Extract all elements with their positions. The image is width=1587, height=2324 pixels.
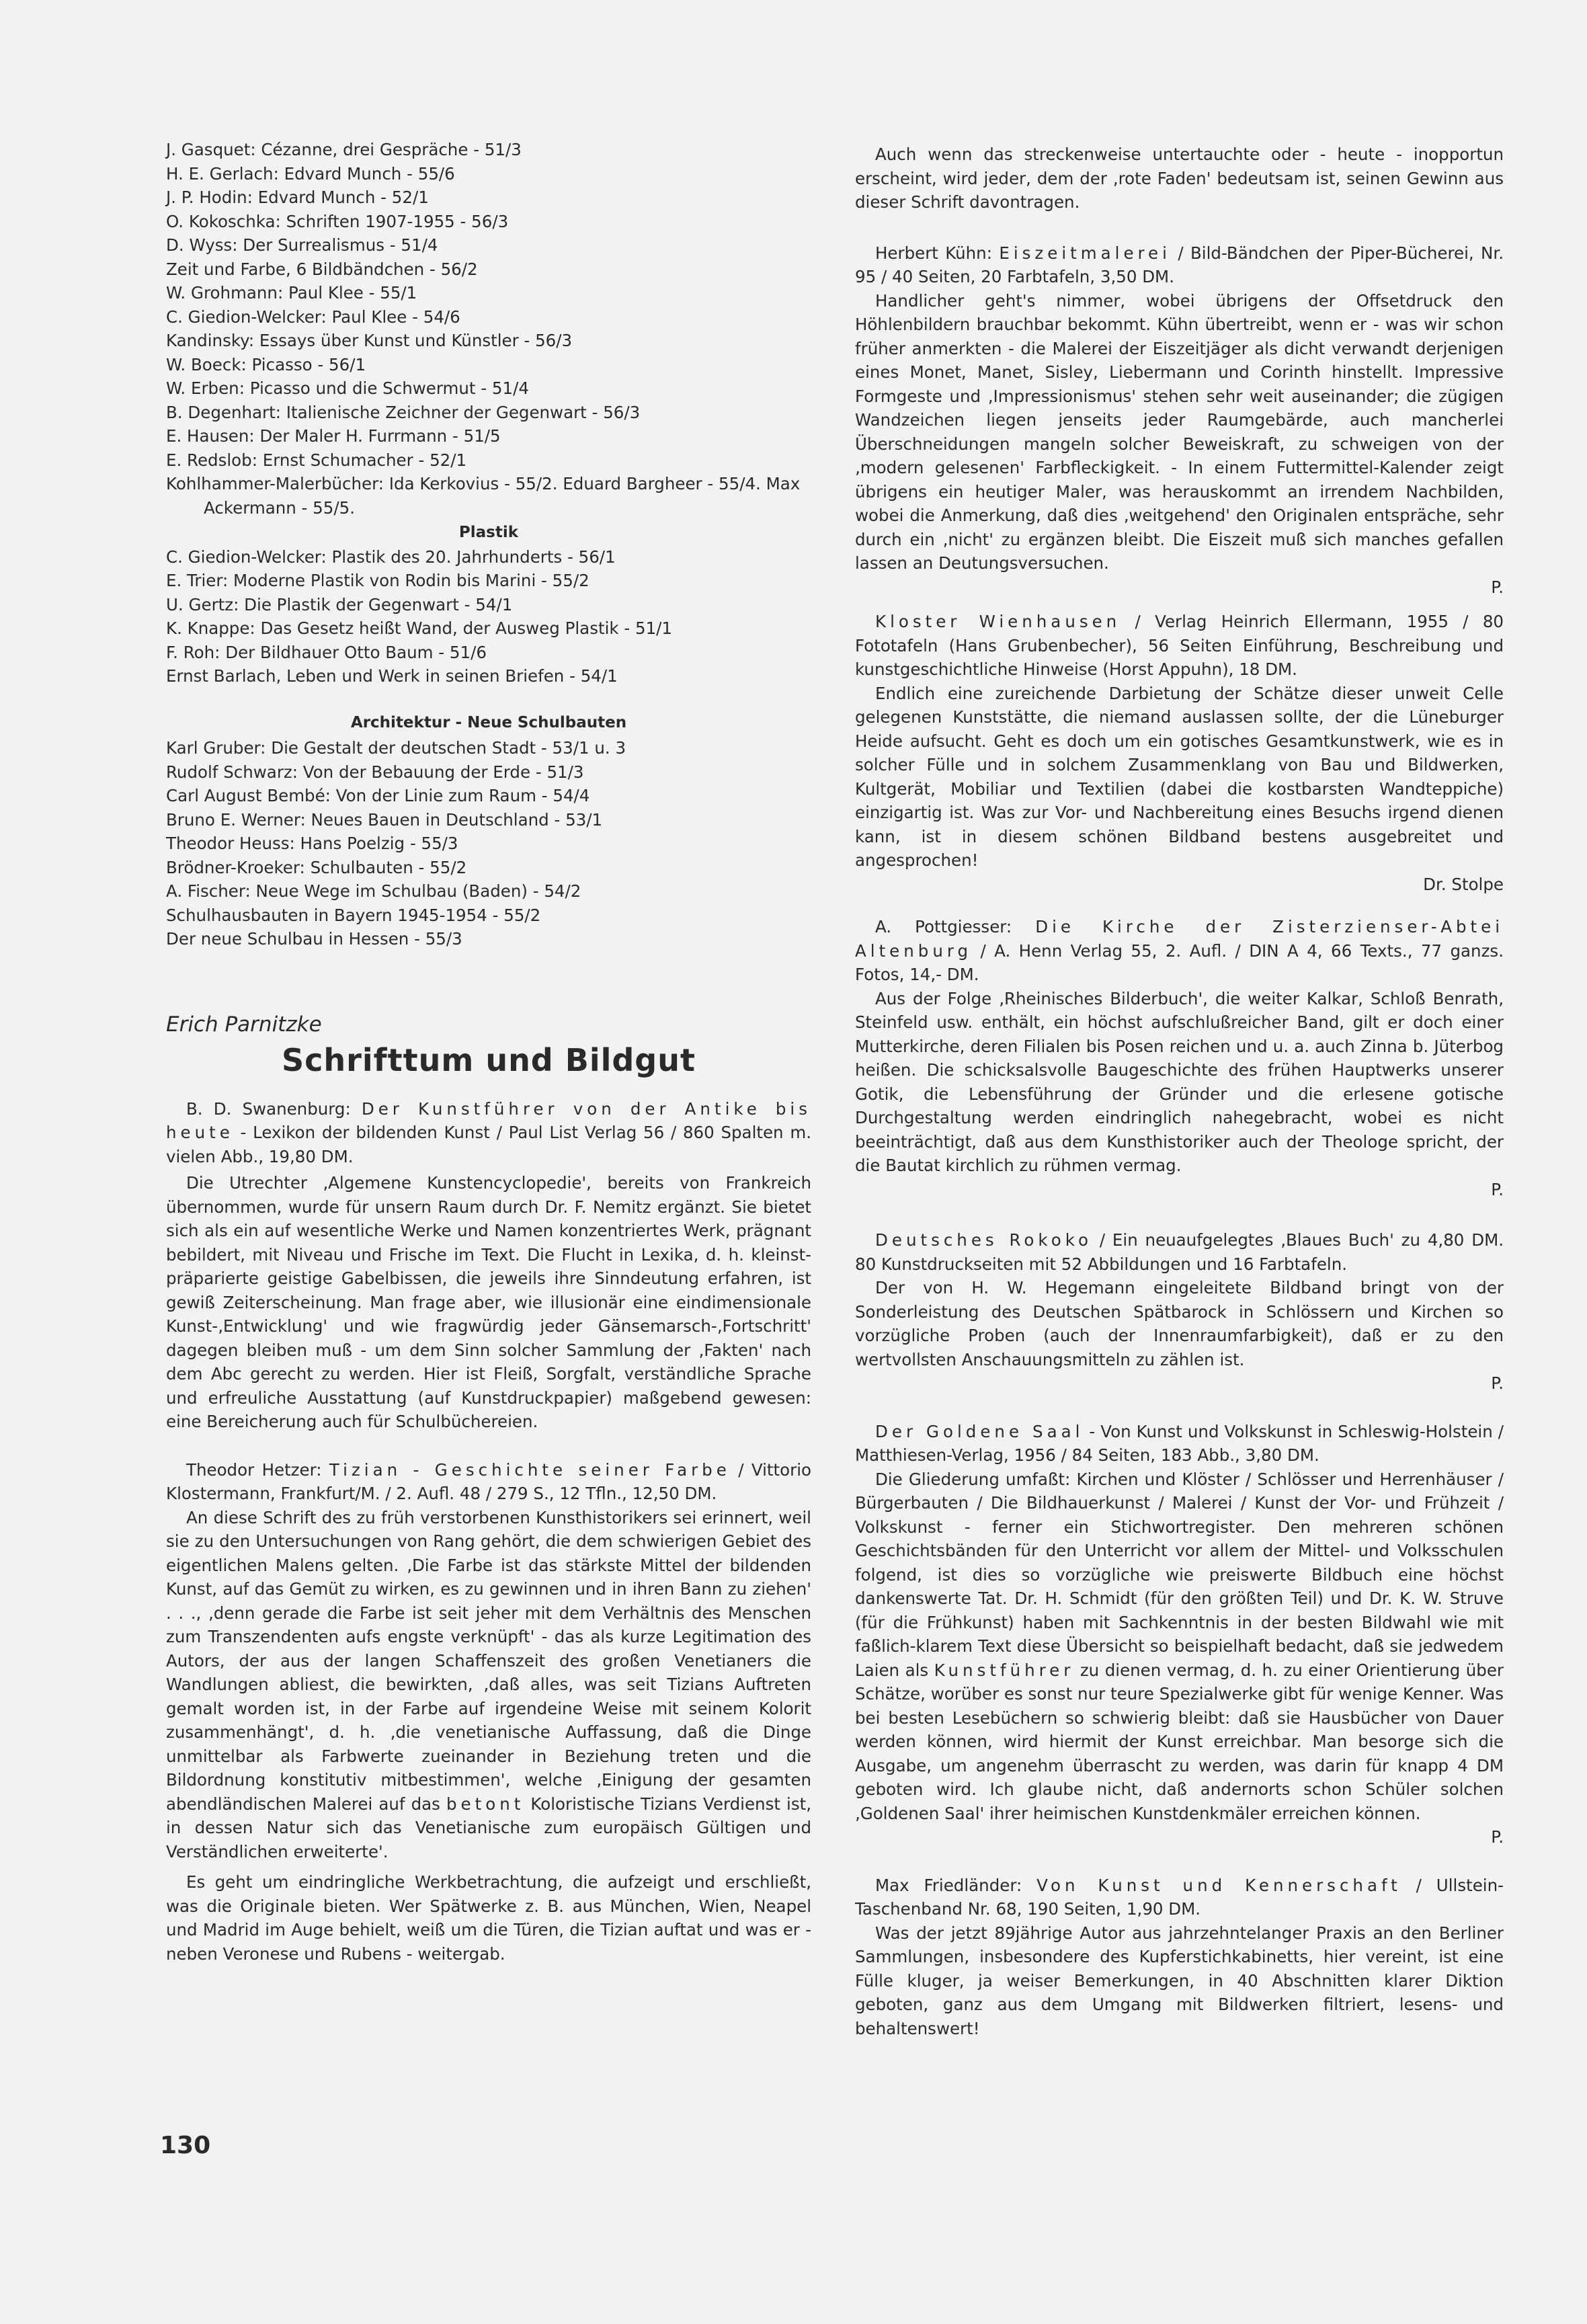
review-details: - Von Kunst und Volkskunst in Schleswig-Holstein / Matthiesen-Verlag, 1956 / 84 Seiten, 183 Abb., 3,80 DM. xyxy=(855,1421,1504,1465)
review-title: Deutsches Rokoko xyxy=(875,1230,1093,1250)
review-body xyxy=(855,682,1504,897)
review-title: Eiszeitmalerei xyxy=(999,243,1171,263)
review-body xyxy=(855,987,1504,1202)
bib-entry: J. Gasquet: Cézanne, drei Gespräche - 51/3 xyxy=(166,140,522,159)
review-author: Max Friedländer: xyxy=(875,1875,1037,1895)
bib-entry: W. Grohmann: Paul Klee - 55/1 xyxy=(166,283,417,303)
bib-entry: Ernst Barlach, Leben und Werk in seinen Briefen - 54/1 xyxy=(166,666,618,686)
right-column xyxy=(855,143,1504,2040)
review-swanenburg xyxy=(166,1097,811,1434)
bib-entry: Zeit und Farbe, 6 Bildbändchen - 56/2 xyxy=(166,259,478,279)
review-heading xyxy=(855,915,1504,987)
bib-entry: C. Giedion-Welcker: Plastik des 20. Jahrhunderts - 56/1 xyxy=(166,547,616,567)
review-text: Der von H. W. Hegemann eingeleitete Bildband bringt von der Sonderleistung des Deutschen Spätbarock in Schlössern und Kirchen so vorzügliche Proben (auch der Innenraumfarbigkeit), daß er zu den wertvollsten Anschauungsmitteln zu zählen ist. xyxy=(855,1278,1504,1369)
bib-entry: Karl Gruber: Die Gestalt der deutschen Stadt - 53/1 u. 3 xyxy=(166,738,626,758)
bib-entry: E. Redslob: Ernst Schumacher - 52/1 xyxy=(166,450,467,470)
review-details: / Verlag Heinrich Ellermann, 1955 / 80 Fototafeln (Hans Grubenbecher), 56 Seiten Einführung, Beschreibung und kunstgeschichtliche Hinweise (Horst Appuhn), 18 DM. xyxy=(855,612,1504,679)
bib-entry: Brödner-Kroeker: Schulbauten - 55/2 xyxy=(166,857,467,877)
bib-entry: A. Fischer: Neue Wege im Schulbau (Baden) - 54/2 xyxy=(166,881,581,901)
review-text: Endlich eine zureichende Darbietung der Schätze dieser unweit Celle gelegenen Kunststätte, die niemand auslassen sollte, der die Lüneburger Heide aufsucht. Geht es doch um ein gotisches Gesamtkunstwerk, wie es in solcher Fülle und in solchem Zusammenklang von Bau und Bildwerken, Kultgerät, Mobiliar und Textilien (dabei die kostbarsten Wandteppiche) einzigartig ist. Was zur Vor- und Nachbereitung eines Besuchs irgend dienen kann, ist in diesem schönen Bildband bestens ausgebreitet und angesprochen! xyxy=(855,683,1504,870)
review-author: Herbert Kühn: xyxy=(875,243,1000,263)
review-author: B. D. Swanenburg: xyxy=(186,1098,362,1119)
review-title: Die Kirche der Zisterzienser-Abtei Altenburg xyxy=(855,917,1504,961)
review-title: Der Kunstführer von der Antike bis heute xyxy=(166,1098,812,1142)
review-details: - Lexikon der bildenden Kunst / Paul List Verlag 56 / 860 Spalten m. vielen Abb., 19,80 DM. xyxy=(166,1123,811,1166)
bibliography-malerei xyxy=(166,138,811,520)
review-text: Die Utrechter ‚Algemene Kunstencyclopedie', bereits von Frankreich übernommen, wurde für unsern Raum durch Dr. F. Nemitz ergänzt. Sie bietet sich als ein auf wesentliche Werke und Namen konzentriertes Werk, prägnant bebildert, mit Niveau und Frische im Text. Die Flucht in Lexika, d. h. kleinst-präparierte geistige Gabelbissen, die jeweils ihre Sinndeutung erfahren, ist gewiß Zeiterscheinung. Man frage aber, wie illusionär eine eindimensionale Kunst-‚Entwicklung' und wie fragwürdig jeder Gänsemarsch-‚Fortschritt' dagegen bleiben muß - um dem Sinn solcher Sammlung der ‚Fakten' nach dem Abc gerecht zu werden. Hier ist Fleiß, Sorgfalt, verständliche Sprache und erfreuliche Ausstattung (auf Kunstdruckpapier) maßgebend gewesen: eine Bereicherung auch für Schulbüchereien. xyxy=(166,1173,811,1431)
bib-entry: Bruno E. Werner: Neues Bauen in Deutschland - 53/1 xyxy=(166,809,603,830)
review-text-part: Koloristische Tizians Verdienst ist, in dessen Natur sich das Venetianische zum europäisch Gültigen und Verständlichen erweiterte'. xyxy=(166,1794,811,1861)
review-emphasis: Kunstführer xyxy=(934,1660,1075,1680)
review-heading xyxy=(855,610,1504,682)
plastik-heading: Plastik xyxy=(458,524,519,541)
review-details: / Bild-Bändchen der Piper-Bücherei, Nr. 95 / 40 Seiten, 20 Farbtafeln, 3,50 DM. xyxy=(855,243,1504,286)
bib-entry: Kohlhammer-Malerbücher: Ida Kerkovius - 55/2. Eduard Bargheer - 55/4. Max Ackermann - 55/5. xyxy=(166,474,801,518)
review-body xyxy=(855,1276,1504,1396)
bib-entry: Kandinsky: Essays über Kunst und Künstler - 56/3 xyxy=(166,331,573,350)
bib-entry: B. Degenhart: Italienische Zeichner der Gegenwart - 56/3 xyxy=(166,402,641,422)
review-heading xyxy=(855,241,1504,289)
bib-entry: F. Roh: Der Bildhauer Otto Baum - 51/6 xyxy=(166,642,487,662)
bib-entry: Rudolf Schwarz: Von der Bebauung der Erde - 51/3 xyxy=(166,762,584,782)
review-rokoko xyxy=(855,1228,1504,1396)
review-signature: P. xyxy=(1491,1373,1504,1393)
review-heading xyxy=(166,1097,811,1169)
review-text-continued: Auch wenn das streckenweise untertauchte oder - heute - inopportun erscheint, wird jeder, dem der ‚rote Faden' bedeutsam ist, seinen Gewinn aus dieser Schrift davontragen. xyxy=(855,145,1504,212)
review-heading xyxy=(166,1458,811,1506)
review-text xyxy=(166,1506,811,1864)
review-heading xyxy=(855,1420,1504,1468)
review-text-part: An diese Schrift des zu früh verstorbenen Kunsthistorikers sei erinnert, weil sie zu den Untersuchungen von Rang gehört, die dem schwierigen Gebiet des eigentlichen Malens gelten. ‚Die Farbe ist das stärkste Mittel der bildenden Kunst, auf das Gemüt zu wirken, es zu gewinnen und in ihren Bann zu ziehen' . . ., ‚denn gerade die Farbe ist seit jeher mit dem Verhältnis des Menschen zum Transzendenten aufs engste verknüpft' - das als kurze Legitimation des Autors, der aus der langen Schaffenszeit des großen Venetianers die Wandlungen abliest, die bewirkten, ‚daß alles, was seit Tizians Auftreten gemalt worden ist, in der Farbe auf irgendeine Weise mit seinem Kolorit zusammenhängt', d. h. ‚die venetianische Auffassung, daß die Dinge unmittelbar als Farbwerte zueinander in Beziehung treten und die Bildordnung konstitutiv mitbestimmen', welche ‚Einigung der gesamten abendländischen Malerei auf das xyxy=(166,1507,811,1814)
article-title: Schrifttum und Bildgut xyxy=(282,1042,696,1078)
bib-entry: K. Knappe: Das Gesetz heißt Wand, der Ausweg Plastik - 51/1 xyxy=(166,618,672,638)
review-hetzer xyxy=(166,1458,811,1966)
bib-entry: Carl August Bembé: Von der Linie zum Raum - 54/4 xyxy=(166,786,590,805)
bib-entry: H. E. Gerlach: Edvard Munch - 55/6 xyxy=(166,163,455,184)
article-author: Erich Parnitzke xyxy=(166,1012,322,1037)
review-text xyxy=(855,1468,1504,1826)
review-heading xyxy=(855,1874,1504,1921)
bibliography-plastik xyxy=(166,545,811,688)
review-signature: Dr. Stolpe xyxy=(1423,874,1504,894)
review-text: Was der jetzt 89jährige Autor aus jahrzehntelanger Praxis an den Berliner Sammlungen, insbesondere des Kupferstichkabinetts, hier vereint, ist eine Fülle kluger, ja weiser Bemerkungen, in 40 Abschnitten klarer Diktion geboten, ganz aus dem Umgang mit Bildwerken filtriert, lesens- und behaltenswert! xyxy=(855,1923,1504,2038)
review-title: Tizian - Geschichte seiner Farbe xyxy=(329,1459,731,1480)
review-goldener-saal xyxy=(855,1420,1504,1849)
review-text: Handlicher geht's nimmer, wobei übrigens der Offsetdruck den Höhlenbildern brauchbar bekommt. Kühn übertreibt, wenn er - was wir schon früher anmerkten - die Malerei der Eiszeitjäger als dicht verwandt derjenigen eines Monet, Manet, Sisley, Liebermann und Corinth hinstellt. Impressive Formgeste und ‚Impressionismus' stehen sehr weit auseinander; die zügigen Wandzeichen liegen jenseits jeder Raumgebärde, auch mancherlei Überschneidungen mangeln solcher Beweiskraft, zu schweigen von der ‚modern gelesenen' Farbfleckigkeit. - In einem Futtermittel-Kalender zeigt übrigens ein heutiger Maler, was herauskommt an irrendem Nachbilden, wobei die Anmerkung, daß dies ‚weitgehend' den Originalen entspräche, sehr durch ein ‚nicht' zu ergänzen bleibt. Die Eiszeit muß sich manches gefallen lassen an Deutungsversuchen. xyxy=(855,290,1504,573)
review-author: A. Pottgiesser: xyxy=(875,917,1036,936)
review-details: / A. Henn Verlag 55, 2. Aufl. / DIN A 4, 66 Texts., 77 ganzs. Fotos, 14,- DM. xyxy=(855,940,1504,984)
page-number: 130 xyxy=(160,2132,211,2159)
bib-entry: O. Kokoschka: Schriften 1907-1955 - 56/3 xyxy=(166,211,509,231)
review-details: / Ein neuaufgelegtes ‚Blaues Buch' zu 4,80 DM. 80 Kunstdruckseiten mit 52 Abbildungen und 16 Farbtafeln. xyxy=(855,1230,1504,1274)
bib-entry: C. Giedion-Welcker: Paul Klee - 54/6 xyxy=(166,307,460,327)
review-details: / Ullstein-Taschenband Nr. 68, 190 Seiten, 1,90 DM. xyxy=(855,1875,1504,1919)
review-kuehn xyxy=(855,241,1504,600)
bib-entry: D. Wyss: Der Surrealismus - 51/4 xyxy=(166,235,438,255)
bib-entry: W. Erben: Picasso und die Schwermut - 51/4 xyxy=(166,378,529,398)
review-title: Von Kunst und Kennerschaft xyxy=(1036,1875,1401,1895)
review-pottgiesser xyxy=(855,915,1504,1201)
bib-entry: W. Boeck: Picasso - 56/1 xyxy=(166,354,366,374)
review-text-part: zu dienen vermag, d. h. zu einer Orientierung über Schätze, worüber es sonst nur teure Spezialwerke gibt für wenige Kenner. Was bei besten Lesebüchern so schwierig bleibt: daß sie Hausbücher von Dauer werden können, wird hiermit der Kunst erreichbar. Man besorge sich die Ausgabe, um angenehm überrascht zu werden, was darin für knapp 4 DM geboten wird. Ich glaube nicht, daß andernorts schon Schüler solchen ‚Goldenen Saal' ihrer heimischen Kunstdenkmäler erreichen können. xyxy=(855,1660,1504,1823)
review-emphasis: betont xyxy=(446,1794,525,1814)
bib-entry: Theodor Heuss: Hans Poelzig - 55/3 xyxy=(166,834,458,853)
review-text: Aus der Folge ‚Rheinisches Bilderbuch', die weiter Kalkar, Schloß Benrath, Steinfeld usw. enthält, ein höchst aufschlußreicher Band, gilt er doch einer Mutterkirche, deren Filialen bis Posen reichen und u. a. auch Zinna b. Jüterbog heißen. Die schicksalsvolle Baugeschichte des frühen Hauptwerks unserer Gotik, die Lebensführung der Gründer und die erlesene gotische Durchgestaltung werden eindringlich nahegebracht, wobei es nicht beeinträchtigt, daß aus dem Kunsthistoriker auch der Theologe spricht, der die Bautat kirchlich zu rühmen vermag. xyxy=(855,988,1504,1175)
bib-entry: E. Trier: Moderne Plastik von Rodin bis Marini - 55/2 xyxy=(166,571,589,590)
review-details: / Vittorio Klostermann, Frankfurt/M. / 2. Aufl. 48 / 279 S., 12 Tfln., 12,50 DM. xyxy=(166,1459,811,1503)
review-wienhausen xyxy=(855,610,1504,896)
bib-entry: J. P. Hodin: Edvard Munch - 52/1 xyxy=(166,188,429,207)
review-author: Theodor Hetzer: xyxy=(186,1459,329,1480)
review-text: Es geht um eindringliche Werkbetrachtung, die aufzeigt und erschließt, was die Originale bieten. Wer Spätwerke z. B. aus München, Wien, Neapel und Madrid im Auge behielt, weiß um die Türen, die Tizian auftat und was er - neben Veronese und Rubens - weitergab. xyxy=(166,1872,811,1964)
bib-entry: Schulhausbauten in Bayern 1945-1954 - 55/2 xyxy=(166,905,541,925)
architektur-heading: Architektur - Neue Schulbauten xyxy=(350,713,627,731)
bib-entry: Der neue Schulbau in Hessen - 55/3 xyxy=(166,929,462,949)
review-friedlaender xyxy=(855,1874,1504,2041)
bibliography-architektur xyxy=(166,736,811,951)
review-title: Der Goldene Saal xyxy=(875,1421,1084,1441)
review-signature: P. xyxy=(1491,1179,1504,1199)
bib-entry: E. Hausen: Der Maler H. Furrmann - 51/5 xyxy=(166,426,501,446)
review-signature: P. xyxy=(1491,577,1504,597)
review-body xyxy=(855,289,1504,600)
review-body xyxy=(855,1468,1504,1849)
review-heading xyxy=(855,1228,1504,1276)
review-signature: P. xyxy=(1491,1827,1504,1847)
review-text-part: Die Gliederung umfaßt: Kirchen und Klöster / Schlösser und Herrenhäuser / Bürgerbauten / Die Bildhauerkunst / Malerei / Kunst der Vor- und Frühzeit / Volkskunst - ferner ein Stichwortregister. Den mehreren schönen Geschichtsbänden für den Unterricht vor allem der Mittel- und Volksschulen folgend, ist dies so vorzügliche wie preiswerte Bildbuch eine höchst dankenswerte Tat. Dr. H. Schmidt (für den größten Teil) und Dr. K. W. Struve (für die Frühkunst) haben mit Sachkenntnis in der besten Bildwahl wie mit faßlich-klarem Text diese Übersicht so beispielhaft bedacht, daß sie jedwedem Laien als xyxy=(855,1469,1504,1680)
review-title: Kloster Wienhausen xyxy=(875,612,1121,631)
bib-entry: U. Gertz: Die Plastik der Gegenwart - 54/1 xyxy=(166,594,513,614)
left-column xyxy=(166,138,811,1966)
